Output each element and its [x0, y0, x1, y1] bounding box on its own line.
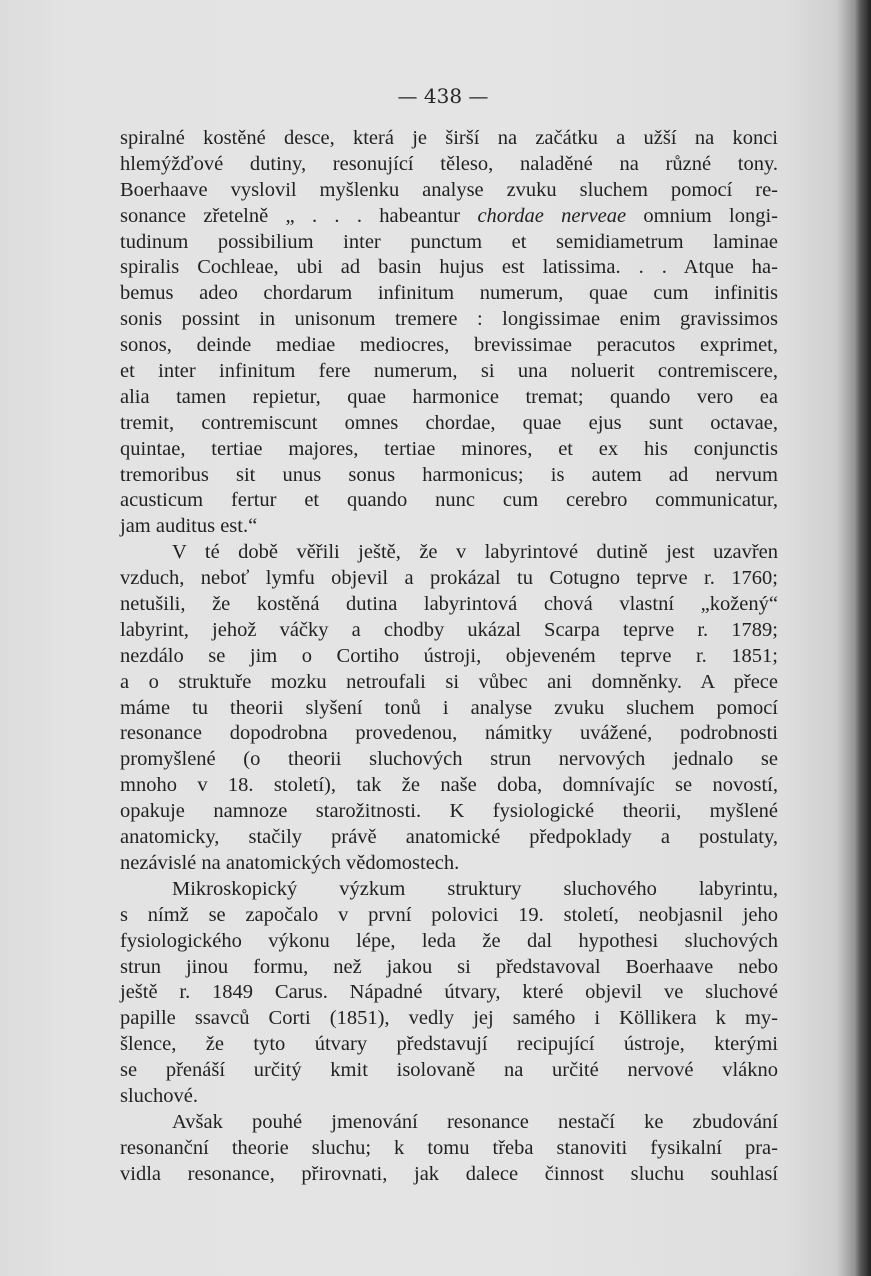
text-line: mnoho v 18. století), tak že naše doba, domnívajíc se novostí,: [120, 774, 778, 797]
text-line: tremit, contremiscunt omnes chordae, quae ejus sunt octavae,: [120, 411, 778, 434]
text-line: papille ssavců Corti (1851), vedly jej samého i Köllikera k my-: [120, 1007, 778, 1030]
text-line: jam auditus est.“: [120, 515, 258, 538]
text-line: resonanční theorie sluchu; k tomu třeba stanoviti fysikalní pra-: [120, 1136, 778, 1159]
text-fragment: omnium longi-: [626, 204, 778, 227]
text-line: anatomicky, stačily právě anatomické předpoklady a postulaty,: [120, 826, 778, 849]
text-line: resonance dopodrobna provedenou, námitky uvážené, podrobnosti: [120, 722, 778, 745]
text-line: sonos, deinde mediae mediocres, brevissimae peracutos exprimet,: [120, 334, 778, 357]
text-line: nezdálo se jim o Cortiho ústroji, objeveném teprve r. 1851;: [120, 644, 778, 667]
text-line: [120, 204, 778, 230]
text-line: ještě r. 1849 Carus. Nápadné útvary, které objevil ve sluchové: [120, 981, 778, 1004]
text-line: se přenáší určitý kmit isolovaně na určité nervové vlákno: [120, 1059, 778, 1082]
text-fragment: sonance zřetelně „ . . . habeantur: [120, 204, 478, 227]
text-line: šlence, že tyto útvary představují recipující ústroje, kterými: [120, 1033, 778, 1056]
text-line: sluchové.: [120, 1084, 198, 1107]
text-line: labyrint, jehož váčky a chodby ukázal Scarpa teprve r. 1789;: [120, 618, 778, 641]
text-line: spiralis Cochleae, ubi ad basin hujus est latissima. . . Atque ha-: [120, 256, 778, 279]
body-text: [120, 126, 778, 1188]
text-line: opakuje namnoze starožitnosti. K fysiologické theorii, myšlené: [120, 800, 778, 823]
text-line: fysiologického výkonu lépe, leda že dal hypothesi sluchových: [120, 929, 778, 952]
text-line: promyšlené (o theorii sluchových strun nervových jednalo se: [120, 748, 778, 771]
text-line: nezávislé na anatomických vědomostech.: [120, 851, 460, 874]
page-edge-shadow: [855, 0, 871, 1276]
text-line: vidla resonance, přirovnati, jak dalece činnost sluchu souhlasí: [120, 1162, 778, 1185]
text-line: netušili, že kostěná dutina labyrintová chová vlastní „kožený“: [120, 593, 778, 616]
text-line: spiralné kostěné desce, která je širší na začátku a užší na konci: [120, 127, 778, 149]
italic-term: chordae nerveae: [477, 204, 627, 227]
text-line: a o struktuře mozku netroufali si vůbec ani domněnky. A přece: [120, 670, 778, 693]
text-line: tremoribus sit unus sonus harmonicus; is autem ad nervum: [120, 463, 778, 486]
page-number: — 438 —: [397, 84, 489, 108]
text-line: strun jinou formu, než jakou si představoval Boerhaave nebo: [120, 955, 778, 978]
text-line: V té době věřili ještě, že v labyrintové dutině jest uzavřen: [172, 541, 778, 564]
text-line: et inter infinitum fere numerum, si una noluerit contremiscere,: [120, 360, 778, 383]
text-line: s nímž se započalo v první polovici 19. století, neobjasnil jeho: [120, 903, 778, 926]
text-line: tudinum possibilium inter punctum et semidiametrum laminae: [120, 230, 778, 253]
text-line: Avšak pouhé jmenování resonance nestačí ke zbudování: [172, 1110, 778, 1133]
text-line: alia tamen repietur, quae harmonice tremat; quando vero ea: [120, 385, 778, 408]
text-line: bemus adeo chordarum infinitum numerum, quae cum infinitis: [120, 282, 778, 305]
text-line: quintae, tertiae majores, tertiae minores, et ex his conjunctis: [120, 437, 778, 460]
text-line: Boerhaave vyslovil myšlenku analyse zvuku sluchem pomocí re-: [120, 178, 778, 201]
text-line: sonis possint in unisonum tremere : longissimae enim gravissimos: [120, 308, 778, 331]
text-line: vzduch, neboť lymfu objevil a prokázal tu Cotugno teprve r. 1760;: [120, 567, 778, 590]
text-line: máme tu theorii slyšení tonů i analyse zvuku sluchem pomocí: [120, 696, 778, 719]
text-line: hlemýžďové dutiny, resonující těleso, naladěné na různé tony.: [120, 152, 778, 175]
text-line: acusticum fertur et quando nunc cum cerebro communicatur,: [120, 489, 778, 512]
text-line: Mikroskopický výzkum struktury sluchového labyrintu,: [172, 877, 778, 900]
